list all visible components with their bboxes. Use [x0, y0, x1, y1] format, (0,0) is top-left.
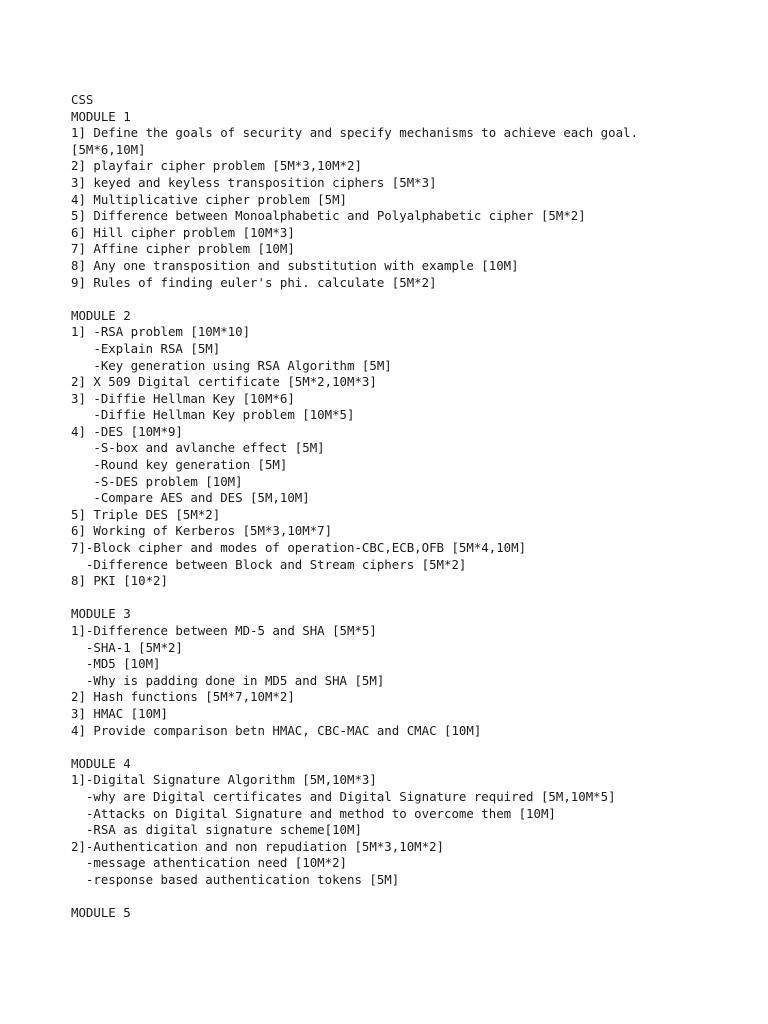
text-line: 4] -DES [10M*9]: [71, 423, 183, 439]
module-heading: MODULE 5: [71, 905, 131, 921]
text-line: 2]-Authentication and non repudiation [5M*3,10M*2]: [71, 838, 444, 854]
document-text: [71, 92, 748, 922]
text-line: 1] -RSA problem [10M*10]: [71, 324, 251, 340]
module-heading: MODULE 2: [71, 307, 131, 323]
text-line: 3] -Diffie Hellman Key [10M*6]: [71, 390, 295, 406]
module-heading: MODULE 3: [71, 606, 131, 622]
text-line: -S-box and avlanche effect [5M]: [71, 440, 325, 456]
text-line: 6] Hill cipher problem [10M*3]: [71, 224, 295, 240]
text-line: 3] HMAC [10M]: [71, 705, 168, 721]
text-line: 4] Provide comparison betn HMAC, CBC-MAC and CMAC [10M]: [71, 722, 482, 738]
text-line: 4] Multiplicative cipher problem [5M]: [71, 191, 348, 207]
text-line: 8] PKI [10*2]: [71, 573, 168, 589]
text-line: 2] Hash functions [5M*7,10M*2]: [71, 689, 295, 705]
text-line: 1]-Difference between MD-5 and SHA [5M*5]: [71, 623, 377, 638]
document-title: CSS: [71, 92, 94, 107]
text-line: -Attacks on Digital Signature and method to overcome them [10M]: [71, 805, 556, 821]
text-line: 3] keyed and keyless transposition ciphers [5M*3]: [71, 174, 437, 190]
text-line: 1]-Digital Signature Algorithm [5M,10M*3]: [71, 772, 377, 788]
blank-line: [71, 590, 748, 607]
text-line: 6] Working of Kerberos [5M*3,10M*7]: [71, 523, 333, 539]
text-line: 7]-Block cipher and modes of operation-CBC,ECB,OFB [5M*4,10M]: [71, 540, 527, 556]
text-line: -Diffie Hellman Key problem [10M*5]: [71, 407, 355, 423]
text-line: -response based authentication tokens [5M]: [71, 871, 400, 887]
blank-line: [71, 739, 748, 756]
text-line: -Compare AES and DES [5M,10M]: [71, 490, 310, 506]
text-line: 5] Triple DES [5M*2]: [71, 506, 221, 522]
text-line: 1] Define the goals of security and specify mechanisms to achieve each goal.: [71, 125, 638, 141]
text-line: -Why is padding done in MD5 and SHA [5M]: [71, 672, 385, 688]
text-line: -S-DES problem [10M]: [71, 473, 243, 489]
text-line: [5M*6,10M]: [71, 141, 146, 157]
text-line: -MD5 [10M]: [71, 656, 161, 672]
text-line: -SHA-1 [5M*2]: [71, 639, 183, 655]
text-line: -RSA as digital signature scheme[10M]: [71, 822, 362, 838]
text-line: 9] Rules of finding euler's phi. calculate [5M*2]: [71, 274, 437, 290]
module-heading: MODULE 4: [71, 755, 131, 771]
text-line: -Round key generation [5M]: [71, 457, 288, 473]
text-line: 7] Affine cipher problem [10M]: [71, 241, 295, 257]
text-line: -Explain RSA [5M]: [71, 340, 221, 356]
blank-line: [71, 291, 748, 308]
text-line: -Difference between Block and Stream ciphers [5M*2]: [71, 556, 467, 572]
text-line: 8] Any one transposition and substitution with example [10M]: [71, 257, 519, 273]
text-line: 5] Difference between Monoalphabetic and Polyalphabetic cipher [5M*2]: [71, 208, 586, 224]
text-line: 2] X 509 Digital certificate [5M*2,10M*3]: [71, 374, 377, 390]
text-line: 2] playfair cipher problem [5M*3,10M*2]: [71, 158, 362, 174]
module-heading: MODULE 1: [71, 108, 131, 124]
text-line: -why are Digital certificates and Digital Signature required [5M,10M*5]: [71, 788, 616, 804]
blank-line: [71, 889, 748, 906]
text-line: -message athentication need [10M*2]: [71, 855, 348, 871]
text-line: -Key generation using RSA Algorithm [5M]: [71, 357, 392, 373]
